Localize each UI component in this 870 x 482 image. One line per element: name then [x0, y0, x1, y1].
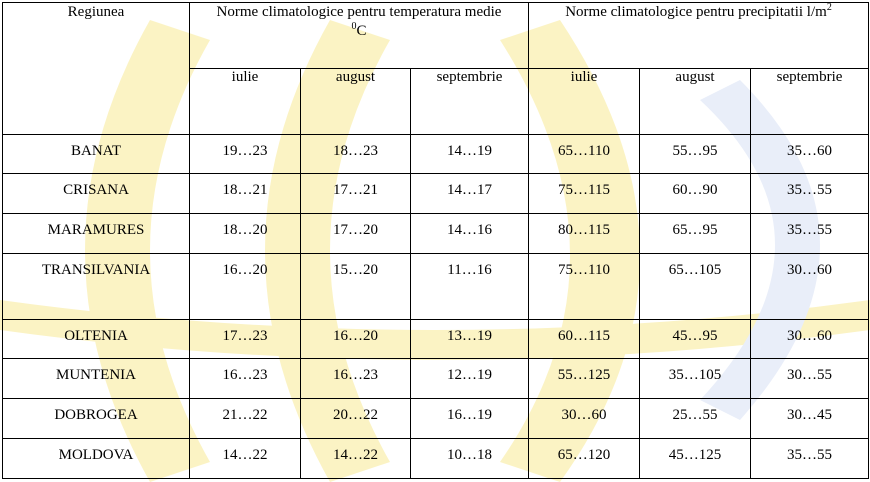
precipitation-cell: 30…55	[751, 359, 869, 399]
precipitation-cell: 45…95	[640, 320, 751, 359]
table-row	[3, 399, 869, 439]
temperature-cell: 18…23	[301, 135, 411, 174]
region-cell: BANAT	[3, 135, 190, 174]
precipitation-cell: 30…60	[751, 254, 869, 320]
precipitation-cell: 75…110	[529, 254, 640, 320]
precipitation-cell: 35…55	[751, 174, 869, 214]
precipitation-cell: 35…55	[751, 439, 869, 479]
temperature-cell: 16…20	[190, 254, 301, 320]
table-row	[3, 135, 869, 174]
precipitation-cell: 30…60	[751, 320, 869, 359]
precipitation-cell: 60…90	[640, 174, 751, 214]
table-row	[3, 214, 869, 254]
table-row	[3, 359, 869, 399]
precipitation-header-text: Norme climatologice pentru precipitatii l/m	[565, 4, 827, 20]
region-cell: MARAMURES	[3, 214, 190, 254]
temperature-cell: 17…23	[190, 320, 301, 359]
temperature-cell: 16…23	[190, 359, 301, 399]
region-cell: MUNTENIA	[3, 359, 190, 399]
temperature-cell: 17…20	[301, 214, 411, 254]
climate-norms-table	[2, 2, 869, 479]
precipitation-cell: 35…105	[640, 359, 751, 399]
precipitation-cell: 65…110	[529, 135, 640, 174]
table-row	[3, 174, 869, 214]
temperature-group-header	[190, 3, 529, 69]
precipitation-cell: 25…55	[640, 399, 751, 439]
region-header: Regiunea	[3, 3, 190, 135]
temperature-cell: 10…18	[411, 439, 529, 479]
temperature-cell: 15…20	[301, 254, 411, 320]
temperature-cell: 19…23	[190, 135, 301, 174]
precipitation-cell: 80…115	[529, 214, 640, 254]
temperature-cell: 11…16	[411, 254, 529, 320]
temperature-cell: 13…19	[411, 320, 529, 359]
temperature-cell: 20…22	[301, 399, 411, 439]
precipitation-cell: 60…115	[529, 320, 640, 359]
temperature-cell: 18…20	[190, 214, 301, 254]
region-cell: TRANSILVANIA	[3, 254, 190, 320]
month-header: septembrie	[411, 69, 529, 135]
temperature-cell: 14…19	[411, 135, 529, 174]
region-cell: MOLDOVA	[3, 439, 190, 479]
region-cell: OLTENIA	[3, 320, 190, 359]
month-header: august	[301, 69, 411, 135]
temperature-cell: 14…17	[411, 174, 529, 214]
table-row	[3, 439, 869, 479]
temperature-unit: $^0$C	[351, 21, 367, 39]
temperature-cell: 14…22	[190, 439, 301, 479]
precipitation-cell: 75…115	[529, 174, 640, 214]
temperature-cell: 18…21	[190, 174, 301, 214]
temperature-cell: 17…21	[301, 174, 411, 214]
table-row	[3, 254, 869, 320]
region-cell: CRISANA	[3, 174, 190, 214]
table-row	[3, 320, 869, 359]
temperature-cell: 16…20	[301, 320, 411, 359]
precipitation-cell: 35…60	[751, 135, 869, 174]
month-header: iulie	[529, 69, 640, 135]
precipitation-cell: 30…45	[751, 399, 869, 439]
precipitation-cell: 65…105	[640, 254, 751, 320]
header-row-group	[3, 3, 869, 69]
month-header: septembrie	[751, 69, 869, 135]
month-header: iulie	[190, 69, 301, 135]
temperature-header-text: Norme climatologice pentru temperatura medie	[216, 4, 502, 20]
temperature-cell: 16…23	[301, 359, 411, 399]
temperature-cell: 12…19	[411, 359, 529, 399]
temperature-cell: 16…19	[411, 399, 529, 439]
temperature-cell: 14…16	[411, 214, 529, 254]
region-cell: DOBROGEA	[3, 399, 190, 439]
precipitation-cell: 65…120	[529, 439, 640, 479]
precipitation-cell: 35…55	[751, 214, 869, 254]
temperature-cell: 21…22	[190, 399, 301, 439]
precipitation-cell: 45…125	[640, 439, 751, 479]
precipitation-cell: 30…60	[529, 399, 640, 439]
precipitation-group-header	[529, 3, 869, 69]
temperature-cell: 14…22	[301, 439, 411, 479]
month-header: august	[640, 69, 751, 135]
precipitation-cell: 55…125	[529, 359, 640, 399]
precipitation-unit-sup: 2	[826, 2, 832, 13]
precipitation-cell: 55…95	[640, 135, 751, 174]
precipitation-cell: 65…95	[640, 214, 751, 254]
